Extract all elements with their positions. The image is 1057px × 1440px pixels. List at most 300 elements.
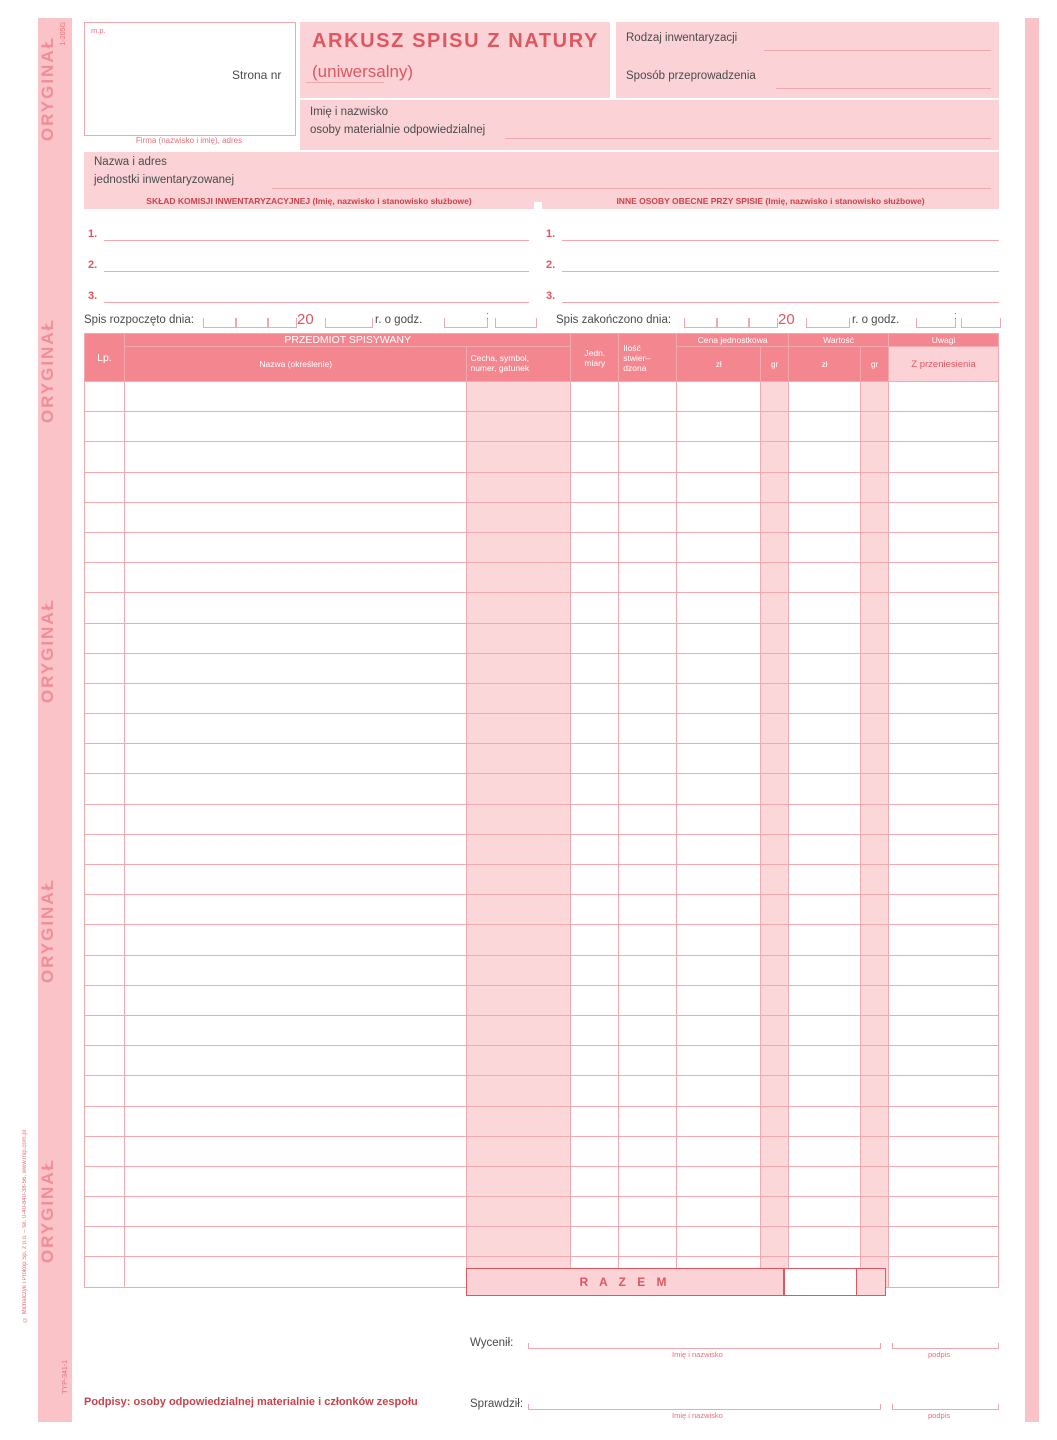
table-cell[interactable]: [124, 925, 467, 955]
table-cell[interactable]: [861, 1046, 889, 1076]
table-cell[interactable]: [124, 442, 467, 472]
table-cell[interactable]: [571, 472, 619, 502]
table-cell[interactable]: [124, 472, 467, 502]
table-cell[interactable]: [85, 532, 125, 562]
table-cell[interactable]: [85, 1227, 125, 1257]
table-cell[interactable]: [124, 1227, 467, 1257]
table-cell[interactable]: [761, 925, 789, 955]
start-year-box[interactable]: [267, 318, 297, 328]
table-cell[interactable]: [467, 955, 571, 985]
table-cell[interactable]: [571, 563, 619, 593]
table-cell[interactable]: [85, 955, 125, 985]
table-cell[interactable]: [889, 593, 999, 623]
table-cell[interactable]: [761, 804, 789, 834]
table-cell[interactable]: [85, 502, 125, 532]
checked-by-name-line[interactable]: [528, 1409, 880, 1410]
table-cell[interactable]: [861, 623, 889, 653]
table-cell[interactable]: [619, 1015, 677, 1045]
table-cell[interactable]: [85, 653, 125, 683]
table-cell[interactable]: [467, 442, 571, 472]
table-cell[interactable]: [677, 653, 761, 683]
table-cell[interactable]: [571, 925, 619, 955]
table-cell[interactable]: [761, 442, 789, 472]
table-cell[interactable]: [677, 774, 761, 804]
table-cell[interactable]: [889, 714, 999, 744]
table-cell[interactable]: [761, 1076, 789, 1106]
table-cell[interactable]: [861, 865, 889, 895]
table-cell[interactable]: [861, 1227, 889, 1257]
table-cell[interactable]: [571, 955, 619, 985]
table-row[interactable]: [85, 472, 999, 502]
table-cell[interactable]: [467, 985, 571, 1015]
table-cell[interactable]: [761, 1197, 789, 1227]
inventory-type-field[interactable]: [764, 50, 991, 51]
table-row[interactable]: [85, 412, 999, 442]
table-row[interactable]: [85, 1166, 999, 1196]
table-cell[interactable]: [677, 1046, 761, 1076]
responsible-person-field[interactable]: [505, 138, 991, 139]
table-cell[interactable]: [85, 865, 125, 895]
table-cell[interactable]: [677, 865, 761, 895]
table-cell[interactable]: [619, 442, 677, 472]
table-cell[interactable]: [619, 985, 677, 1015]
table-cell[interactable]: [761, 683, 789, 713]
table-cell[interactable]: [861, 1015, 889, 1045]
table-cell[interactable]: [571, 593, 619, 623]
table-row[interactable]: [85, 1197, 999, 1227]
table-cell[interactable]: [467, 1106, 571, 1136]
table-cell[interactable]: [677, 804, 761, 834]
table-cell[interactable]: [571, 1227, 619, 1257]
table-cell[interactable]: [789, 895, 861, 925]
table-cell[interactable]: [861, 502, 889, 532]
table-cell[interactable]: [677, 895, 761, 925]
table-cell[interactable]: [761, 985, 789, 1015]
table-cell[interactable]: [571, 834, 619, 864]
table-cell[interactable]: [619, 955, 677, 985]
table-cell[interactable]: [571, 1197, 619, 1227]
table-cell[interactable]: [571, 1106, 619, 1136]
table-cell[interactable]: [861, 442, 889, 472]
table-cell[interactable]: [789, 683, 861, 713]
table-row[interactable]: [85, 895, 999, 925]
table-cell[interactable]: [789, 985, 861, 1015]
table-row[interactable]: [85, 442, 999, 472]
table-cell[interactable]: [889, 744, 999, 774]
table-cell[interactable]: [677, 502, 761, 532]
table-cell[interactable]: [85, 1257, 125, 1287]
table-cell[interactable]: [889, 1197, 999, 1227]
table-cell[interactable]: [571, 623, 619, 653]
table-cell[interactable]: [789, 472, 861, 502]
table-cell[interactable]: [619, 1076, 677, 1106]
table-cell[interactable]: [85, 563, 125, 593]
table-cell[interactable]: [124, 412, 467, 442]
table-cell[interactable]: [889, 985, 999, 1015]
table-cell[interactable]: [861, 1166, 889, 1196]
table-cell[interactable]: [677, 714, 761, 744]
table-row[interactable]: [85, 1227, 999, 1257]
table-row[interactable]: [85, 1106, 999, 1136]
table-cell[interactable]: [677, 683, 761, 713]
table-cell[interactable]: [124, 382, 467, 412]
table-cell[interactable]: [619, 1227, 677, 1257]
table-cell[interactable]: [619, 1046, 677, 1076]
table-cell[interactable]: [467, 925, 571, 955]
table-cell[interactable]: [467, 804, 571, 834]
table-cell[interactable]: [889, 1136, 999, 1166]
table-cell[interactable]: [861, 985, 889, 1015]
table-cell[interactable]: [789, 1106, 861, 1136]
table-cell[interactable]: [571, 774, 619, 804]
table-cell[interactable]: [677, 744, 761, 774]
table-cell[interactable]: [467, 623, 571, 653]
table-cell[interactable]: [124, 834, 467, 864]
table-cell[interactable]: [619, 895, 677, 925]
table-cell[interactable]: [789, 532, 861, 562]
table-cell[interactable]: [677, 834, 761, 864]
table-cell[interactable]: [124, 1136, 467, 1166]
table-cell[interactable]: [761, 714, 789, 744]
end-day-box[interactable]: [684, 318, 718, 328]
table-cell[interactable]: [467, 1166, 571, 1196]
table-cell[interactable]: [761, 744, 789, 774]
table-cell[interactable]: [619, 623, 677, 653]
table-row[interactable]: [85, 683, 999, 713]
table-cell[interactable]: [571, 714, 619, 744]
table-cell[interactable]: [124, 683, 467, 713]
table-cell[interactable]: [789, 593, 861, 623]
table-cell[interactable]: [124, 1046, 467, 1076]
table-row[interactable]: [85, 955, 999, 985]
table-cell[interactable]: [861, 925, 889, 955]
table-cell[interactable]: [889, 1076, 999, 1106]
table-cell[interactable]: [124, 1106, 467, 1136]
table-cell[interactable]: [761, 955, 789, 985]
table-row[interactable]: [85, 744, 999, 774]
table-cell[interactable]: [124, 895, 467, 925]
table-cell[interactable]: [861, 472, 889, 502]
table-cell[interactable]: [467, 593, 571, 623]
table-cell[interactable]: [677, 985, 761, 1015]
table-cell[interactable]: [124, 774, 467, 804]
table-cell[interactable]: [677, 412, 761, 442]
table-cell[interactable]: [619, 502, 677, 532]
table-cell[interactable]: [85, 744, 125, 774]
table-cell[interactable]: [761, 1166, 789, 1196]
table-cell[interactable]: [789, 774, 861, 804]
table-cell[interactable]: [467, 1015, 571, 1045]
start-hour-box[interactable]: [444, 318, 488, 328]
table-row[interactable]: [85, 804, 999, 834]
table-cell[interactable]: [85, 593, 125, 623]
table-row[interactable]: [85, 865, 999, 895]
table-cell[interactable]: [467, 382, 571, 412]
table-cell[interactable]: [619, 472, 677, 502]
table-cell[interactable]: [677, 442, 761, 472]
table-row[interactable]: [85, 985, 999, 1015]
table-cell[interactable]: [467, 744, 571, 774]
end-minute-box[interactable]: [961, 318, 1001, 328]
table-cell[interactable]: [467, 1076, 571, 1106]
table-cell[interactable]: [677, 1076, 761, 1106]
table-row[interactable]: [85, 925, 999, 955]
table-cell[interactable]: [571, 653, 619, 683]
table-cell[interactable]: [124, 623, 467, 653]
table-cell[interactable]: [677, 955, 761, 985]
table-cell[interactable]: [619, 714, 677, 744]
committee-right-line-3[interactable]: [562, 302, 999, 303]
table-cell[interactable]: [124, 563, 467, 593]
table-cell[interactable]: [85, 1197, 125, 1227]
table-cell[interactable]: [861, 593, 889, 623]
table-cell[interactable]: [619, 834, 677, 864]
table-cell[interactable]: [571, 1076, 619, 1106]
table-cell[interactable]: [889, 865, 999, 895]
table-cell[interactable]: [761, 382, 789, 412]
table-cell[interactable]: [85, 472, 125, 502]
table-cell[interactable]: [571, 744, 619, 774]
table-cell[interactable]: [761, 412, 789, 442]
page-number-field[interactable]: [306, 82, 384, 83]
table-cell[interactable]: [761, 1136, 789, 1166]
table-cell[interactable]: [571, 1166, 619, 1196]
table-row[interactable]: [85, 1136, 999, 1166]
table-cell[interactable]: [85, 714, 125, 744]
table-cell[interactable]: [761, 623, 789, 653]
committee-left-line-3[interactable]: [104, 302, 529, 303]
carry-over-cell[interactable]: Z przeniesienia: [889, 347, 999, 382]
table-cell[interactable]: [761, 1046, 789, 1076]
table-cell[interactable]: [467, 532, 571, 562]
table-row[interactable]: [85, 1076, 999, 1106]
table-cell[interactable]: [789, 865, 861, 895]
table-cell[interactable]: [85, 804, 125, 834]
table-cell[interactable]: [619, 774, 677, 804]
table-cell[interactable]: [677, 925, 761, 955]
table-cell[interactable]: [889, 774, 999, 804]
table-cell[interactable]: [861, 895, 889, 925]
table-cell[interactable]: [861, 774, 889, 804]
table-cell[interactable]: [677, 563, 761, 593]
table-cell[interactable]: [861, 1136, 889, 1166]
table-cell[interactable]: [85, 442, 125, 472]
table-cell[interactable]: [467, 895, 571, 925]
table-cell[interactable]: [571, 895, 619, 925]
table-cell[interactable]: [85, 834, 125, 864]
table-cell[interactable]: [124, 1076, 467, 1106]
table-cell[interactable]: [889, 623, 999, 653]
table-cell[interactable]: [789, 502, 861, 532]
table-cell[interactable]: [467, 774, 571, 804]
table-cell[interactable]: [124, 653, 467, 683]
table-cell[interactable]: [789, 925, 861, 955]
table-cell[interactable]: [467, 1046, 571, 1076]
start-month-box[interactable]: [235, 318, 269, 328]
table-cell[interactable]: [85, 683, 125, 713]
table-cell[interactable]: [889, 502, 999, 532]
table-cell[interactable]: [619, 865, 677, 895]
table-cell[interactable]: [85, 895, 125, 925]
valued-by-sign-line[interactable]: [892, 1348, 998, 1349]
table-cell[interactable]: [85, 412, 125, 442]
table-cell[interactable]: [889, 1257, 999, 1287]
table-cell[interactable]: [889, 955, 999, 985]
table-cell[interactable]: [467, 834, 571, 864]
table-cell[interactable]: [861, 955, 889, 985]
table-row[interactable]: [85, 1046, 999, 1076]
table-cell[interactable]: [85, 774, 125, 804]
table-row[interactable]: [85, 593, 999, 623]
table-cell[interactable]: [761, 502, 789, 532]
table-cell[interactable]: [789, 653, 861, 683]
table-cell[interactable]: [619, 683, 677, 713]
table-cell[interactable]: [124, 744, 467, 774]
start-minute-box[interactable]: [495, 318, 537, 328]
table-cell[interactable]: [619, 532, 677, 562]
table-cell[interactable]: [124, 865, 467, 895]
unit-name-field[interactable]: [272, 188, 991, 189]
total-value-zl[interactable]: [784, 1268, 858, 1296]
table-cell[interactable]: [789, 744, 861, 774]
table-cell[interactable]: [619, 593, 677, 623]
table-cell[interactable]: [619, 744, 677, 774]
table-cell[interactable]: [619, 1166, 677, 1196]
table-row[interactable]: [85, 532, 999, 562]
table-cell[interactable]: [677, 532, 761, 562]
table-cell[interactable]: [789, 382, 861, 412]
table-cell[interactable]: [124, 1257, 467, 1287]
table-cell[interactable]: [85, 1106, 125, 1136]
end-month-box[interactable]: [716, 318, 750, 328]
table-cell[interactable]: [571, 1136, 619, 1166]
table-cell[interactable]: [889, 472, 999, 502]
table-cell[interactable]: [889, 1015, 999, 1045]
table-cell[interactable]: [571, 1015, 619, 1045]
table-cell[interactable]: [889, 442, 999, 472]
table-cell[interactable]: [677, 382, 761, 412]
table-cell[interactable]: [467, 1227, 571, 1257]
committee-left-line-2[interactable]: [104, 271, 529, 272]
table-cell[interactable]: [124, 532, 467, 562]
table-cell[interactable]: [677, 1136, 761, 1166]
table-cell[interactable]: [677, 623, 761, 653]
table-cell[interactable]: [789, 1136, 861, 1166]
table-cell[interactable]: [85, 1076, 125, 1106]
table-cell[interactable]: [789, 804, 861, 834]
table-cell[interactable]: [789, 1197, 861, 1227]
table-cell[interactable]: [619, 1106, 677, 1136]
table-cell[interactable]: [889, 804, 999, 834]
table-row[interactable]: [85, 502, 999, 532]
table-cell[interactable]: [789, 1166, 861, 1196]
table-cell[interactable]: [861, 532, 889, 562]
table-cell[interactable]: [789, 714, 861, 744]
table-cell[interactable]: [677, 593, 761, 623]
table-cell[interactable]: [677, 1227, 761, 1257]
table-cell[interactable]: [889, 382, 999, 412]
table-cell[interactable]: [761, 1227, 789, 1257]
table-cell[interactable]: [467, 714, 571, 744]
table-cell[interactable]: [124, 593, 467, 623]
table-cell[interactable]: [861, 653, 889, 683]
table-cell[interactable]: [619, 1136, 677, 1166]
table-row[interactable]: [85, 623, 999, 653]
method-field[interactable]: [776, 88, 991, 89]
committee-right-line-2[interactable]: [562, 271, 999, 272]
table-cell[interactable]: [889, 1046, 999, 1076]
table-cell[interactable]: [571, 804, 619, 834]
table-cell[interactable]: [124, 714, 467, 744]
table-cell[interactable]: [85, 985, 125, 1015]
table-cell[interactable]: [789, 442, 861, 472]
table-cell[interactable]: [124, 1015, 467, 1045]
table-cell[interactable]: [861, 744, 889, 774]
table-cell[interactable]: [889, 895, 999, 925]
table-cell[interactable]: [467, 683, 571, 713]
table-cell[interactable]: [861, 563, 889, 593]
table-cell[interactable]: [889, 683, 999, 713]
table-cell[interactable]: [619, 925, 677, 955]
table-cell[interactable]: [571, 442, 619, 472]
table-cell[interactable]: [761, 563, 789, 593]
table-cell[interactable]: [619, 804, 677, 834]
valued-by-name-line[interactable]: [528, 1348, 880, 1349]
table-cell[interactable]: [789, 1227, 861, 1257]
table-cell[interactable]: [889, 412, 999, 442]
table-cell[interactable]: [861, 1106, 889, 1136]
table-cell[interactable]: [889, 925, 999, 955]
table-cell[interactable]: [861, 683, 889, 713]
start-year-suffix-box[interactable]: [325, 318, 373, 328]
table-cell[interactable]: [467, 412, 571, 442]
table-cell[interactable]: [571, 532, 619, 562]
end-year-box[interactable]: [748, 318, 778, 328]
table-cell[interactable]: [761, 653, 789, 683]
table-cell[interactable]: [571, 1046, 619, 1076]
table-cell[interactable]: [677, 1166, 761, 1196]
table-cell[interactable]: [677, 1197, 761, 1227]
table-cell[interactable]: [124, 804, 467, 834]
table-row[interactable]: [85, 834, 999, 864]
table-cell[interactable]: [761, 834, 789, 864]
table-cell[interactable]: [85, 925, 125, 955]
table-cell[interactable]: [789, 1076, 861, 1106]
table-cell[interactable]: [761, 1106, 789, 1136]
table-cell[interactable]: [761, 472, 789, 502]
table-cell[interactable]: [571, 502, 619, 532]
table-cell[interactable]: [861, 834, 889, 864]
table-cell[interactable]: [571, 412, 619, 442]
table-cell[interactable]: [124, 1166, 467, 1196]
checked-by-sign-line[interactable]: [892, 1409, 998, 1410]
table-cell[interactable]: [619, 412, 677, 442]
table-cell[interactable]: [571, 683, 619, 713]
table-cell[interactable]: [619, 563, 677, 593]
table-cell[interactable]: [889, 834, 999, 864]
table-cell[interactable]: [789, 1015, 861, 1045]
table-cell[interactable]: [85, 1166, 125, 1196]
end-year-suffix-box[interactable]: [806, 318, 850, 328]
table-cell[interactable]: [571, 382, 619, 412]
table-cell[interactable]: [619, 1197, 677, 1227]
table-cell[interactable]: [861, 714, 889, 744]
table-cell[interactable]: [677, 472, 761, 502]
table-cell[interactable]: [124, 955, 467, 985]
table-cell[interactable]: [889, 532, 999, 562]
table-cell[interactable]: [85, 382, 125, 412]
table-cell[interactable]: [761, 532, 789, 562]
